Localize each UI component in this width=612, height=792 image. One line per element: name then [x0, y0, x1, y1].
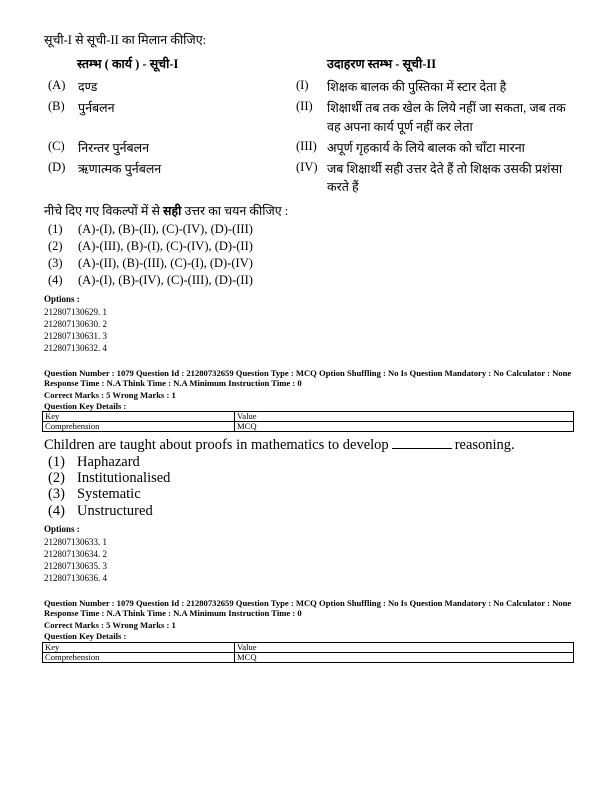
q1-list2-label-iii: (III)	[296, 139, 317, 153]
q1-list1-label-a: (A)	[48, 78, 66, 92]
q1-option-id-3: 212807130631. 3	[44, 331, 107, 341]
q1-list1-label-c: (C)	[48, 139, 65, 153]
q1-list2-text-i: शिक्षक बालक की पुस्तिका में स्टार देता है	[327, 80, 507, 94]
q2-value-cell: MCQ	[235, 422, 574, 432]
q3-key-header: Key	[43, 643, 235, 653]
q1-choice-text-3: (A)-(II), (B)-(III), (C)-(I), (D)-(IV)	[78, 256, 253, 270]
q1-list1-text-c: निरन्तर पुर्नबलन	[78, 141, 150, 155]
q2-option-id-4: 212807130636. 4	[44, 573, 107, 583]
q1-list2-header: उदाहरण स्तम्भ - सूची-II	[327, 57, 437, 71]
q1-option-id-2: 212807130630. 2	[44, 319, 107, 329]
q1-list1-label-d: (D)	[48, 160, 66, 174]
q1-list1-header: स्तम्भ ( कार्य ) - सूची-I	[77, 57, 179, 71]
q1-choice-num-1: (1)	[48, 222, 63, 236]
q1-list1-label-b: (B)	[48, 99, 65, 113]
q1-list2-text-ii-line2: वह अपना कार्य पूर्ण नहीं कर लेता	[327, 120, 473, 134]
q3-value-cell: MCQ	[235, 653, 574, 663]
q1-choice-text-1: (A)-(I), (B)-(II), (C)-(IV), (D)-(III)	[78, 222, 253, 236]
q2-stem	[44, 437, 515, 454]
q3-key-table	[42, 642, 574, 663]
q2-option-id-1: 212807130633. 1	[44, 537, 107, 547]
q2-stem-after: reasoning.	[454, 437, 515, 453]
q1-instruction: सूची-I से सूची-II का मिलान कीजिए:	[44, 33, 207, 47]
q2-choice-num-2: (2)	[48, 470, 65, 486]
q3-key-details-label: Question Key Details :	[44, 631, 127, 641]
q2-choice-text-3: Systematic	[77, 486, 141, 502]
q2-choice-text-2: Institutionalised	[77, 470, 171, 486]
q1-option-id-1: 212807130629. 1	[44, 307, 107, 317]
q1-choose-bold: सही	[163, 204, 182, 218]
q3-marks: Correct Marks : 5 Wrong Marks : 1	[44, 620, 176, 630]
q1-list2-text-ii-line1: शिक्षार्थी तब तक खेल के लिये नहीं जा सकता, जब तक	[327, 101, 566, 115]
q2-key-header: Key	[43, 412, 235, 422]
q2-meta-line1: Question Number : 1079 Question Id : 21280732659 Question Type : MCQ Option Shuffling : No Is Question Mandatory : No Calculator : None	[44, 368, 572, 378]
q1-list2-label-ii: (II)	[296, 99, 313, 113]
q1-list1-text-b: पुर्नबलन	[78, 101, 115, 115]
q2-choice-num-1: (1)	[48, 454, 65, 470]
q1-list2-text-iv-line1: जब शिक्षार्थी सही उत्तर देते हैं तो शिक्षक उसकी प्रशंसा	[327, 162, 563, 176]
q2-choice-text-1: Haphazard	[77, 454, 140, 470]
q2-options-label: Options :	[44, 524, 80, 534]
q1-option-id-4: 212807130632. 4	[44, 343, 107, 353]
q2-option-id-2: 212807130634. 2	[44, 549, 107, 559]
q2-stem-before: Children are taught about proofs in mathematics to develop	[44, 437, 389, 453]
q3-key-cell: Comprehension	[43, 653, 235, 663]
q3-meta-line2: Response Time : N.A Think Time : N.A Minimum Instruction Time : 0	[44, 608, 302, 618]
q1-list2-label-iv: (IV)	[296, 160, 318, 174]
q1-choose-prompt	[44, 202, 288, 219]
q2-blank	[392, 438, 452, 449]
q1-options-label: Options :	[44, 294, 80, 304]
q2-choice-text-4: Unstructured	[77, 503, 153, 519]
q2-marks: Correct Marks : 5 Wrong Marks : 1	[44, 390, 176, 400]
q1-list2-text-iii: अपूर्ण गृहकार्य के लिये बालक को चाँटा मारना	[327, 141, 525, 155]
q1-choice-text-4: (A)-(I), (B)-(IV), (C)-(III), (D)-(II)	[78, 273, 253, 287]
q2-value-header: Value	[235, 412, 574, 422]
q2-choice-num-4: (4)	[48, 503, 65, 519]
q2-meta-line2: Response Time : N.A Think Time : N.A Minimum Instruction Time : 0	[44, 378, 302, 388]
q2-key-table	[42, 411, 574, 432]
q1-list1-text-a: दण्ड	[78, 80, 98, 94]
q1-list2-text-iv-line2: करते हैं	[327, 180, 359, 194]
q1-choice-num-3: (3)	[48, 256, 63, 270]
q1-choice-text-2: (A)-(III), (B)-(I), (C)-(IV), (D)-(II)	[78, 239, 253, 253]
q1-choice-num-2: (2)	[48, 239, 63, 253]
q1-list2-label-i: (I)	[296, 78, 309, 92]
q2-key-details-label: Question Key Details :	[44, 401, 127, 411]
q2-key-cell: Comprehension	[43, 422, 235, 432]
q2-option-id-3: 212807130635. 3	[44, 561, 107, 571]
q2-choice-num-3: (3)	[48, 486, 65, 502]
q3-value-header: Value	[235, 643, 574, 653]
q1-choice-num-4: (4)	[48, 273, 63, 287]
q1-choose-suffix: उत्तर का चयन कीजिए :	[181, 204, 289, 218]
q3-meta-line1: Question Number : 1079 Question Id : 21280732659 Question Type : MCQ Option Shuffling : No Is Question Mandatory : No Calculator : None	[44, 598, 572, 608]
q1-choose-prefix: नीचे दिए गए विकल्पों में से	[44, 204, 164, 218]
q1-list1-text-d: ऋणात्मक पुर्नबलन	[78, 162, 162, 176]
